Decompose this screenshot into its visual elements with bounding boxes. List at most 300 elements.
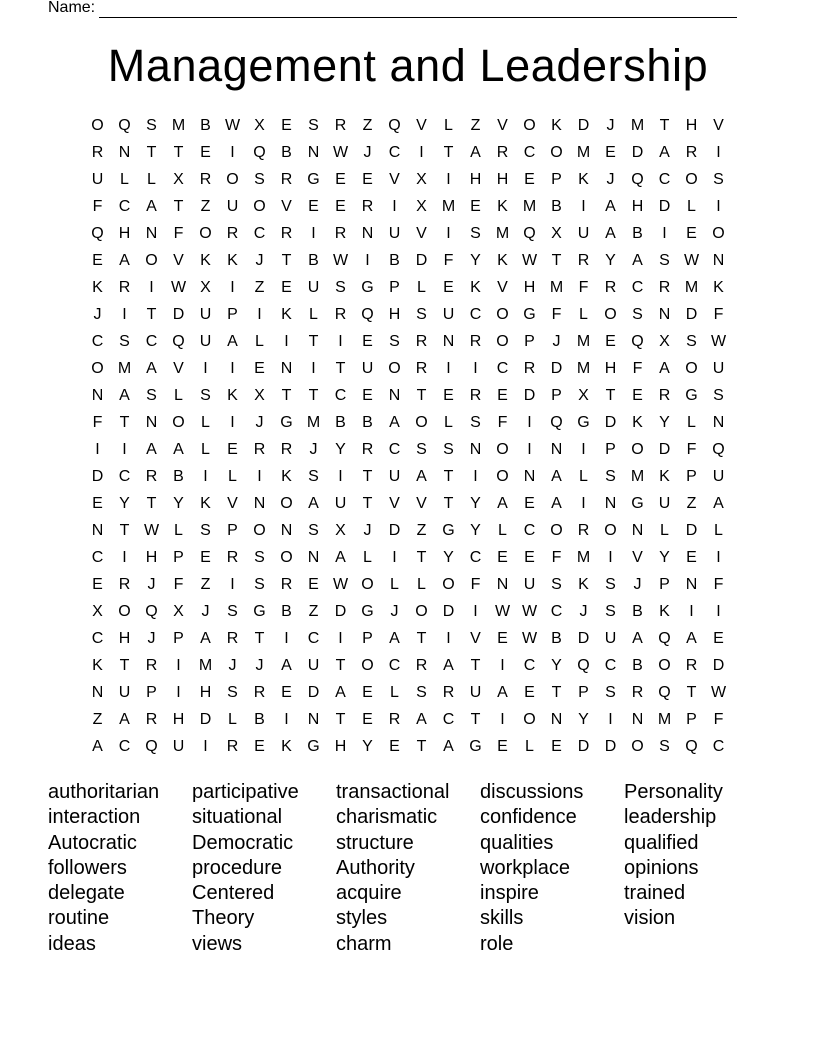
grid-letter: S — [659, 252, 670, 269]
grid-letter: N — [550, 441, 563, 458]
grid-letter: U — [658, 495, 671, 512]
grid-letter: L — [255, 333, 264, 350]
grid-letter: S — [254, 171, 265, 188]
grid-letter: S — [659, 738, 670, 755]
grid-letter: F — [92, 414, 103, 431]
grid-row — [84, 166, 732, 193]
grid-letter: S — [605, 684, 616, 701]
word-column — [624, 780, 768, 957]
grid-letter: N — [307, 144, 320, 161]
grid-letter: I — [176, 657, 181, 674]
grid-letter: S — [389, 333, 400, 350]
grid-letter: A — [659, 144, 670, 161]
grid-letter: P — [551, 387, 562, 404]
grid-letter: A — [632, 630, 643, 647]
grid-letter: R — [469, 333, 482, 350]
grid-letter: X — [578, 387, 589, 404]
grid-letter: Y — [578, 711, 589, 728]
grid-letter: X — [254, 387, 265, 404]
grid-letter: L — [174, 522, 183, 539]
grid-letter: P — [578, 684, 589, 701]
grid-letter: E — [281, 117, 292, 134]
grid-letter: A — [605, 198, 616, 215]
grid-letter: J — [93, 306, 102, 323]
grid-letter: J — [606, 117, 615, 134]
grid-letter: K — [551, 117, 562, 134]
grid-row — [84, 679, 732, 706]
grid-letter: U — [469, 684, 482, 701]
grid-letter: X — [416, 171, 427, 188]
grid-letter: D — [604, 414, 617, 431]
grid-letter: G — [469, 738, 482, 755]
grid-letter: R — [496, 144, 509, 161]
grid-letter: K — [713, 279, 724, 296]
grid-letter: W — [332, 252, 349, 269]
grid-letter: I — [446, 171, 451, 188]
grid-letter: T — [281, 252, 292, 269]
grid-letter: W — [224, 117, 241, 134]
grid-letter: E — [308, 198, 319, 215]
grid-letter: L — [228, 468, 237, 485]
word-list-item: Democratic — [192, 831, 294, 854]
grid-row — [84, 463, 732, 490]
grid-letter: R — [604, 279, 617, 296]
grid-letter: N — [550, 711, 563, 728]
word-list-item: views — [192, 932, 243, 955]
grid-letter: J — [309, 441, 318, 458]
grid-letter: D — [685, 522, 698, 539]
grid-letter: Y — [443, 549, 454, 566]
grid-letter: R — [145, 657, 158, 674]
grid-letter: U — [199, 333, 212, 350]
grid-letter: R — [226, 738, 239, 755]
grid-letter: L — [444, 414, 453, 431]
grid-letter: A — [281, 657, 292, 674]
grid-letter: G — [307, 738, 320, 755]
word-list-item: delegate — [48, 882, 125, 905]
grid-letter: O — [631, 738, 644, 755]
grid-letter: R — [388, 711, 401, 728]
grid-letter: C — [388, 657, 401, 674]
grid-letter: J — [633, 576, 642, 593]
grid-letter: S — [308, 468, 319, 485]
grid-letter: F — [713, 576, 724, 593]
grid-letter: I — [662, 225, 667, 242]
grid-letter: P — [524, 333, 535, 350]
grid-letter: C — [631, 279, 644, 296]
grid-letter: V — [173, 360, 184, 377]
word-list-item: structure — [336, 831, 414, 854]
grid-letter: K — [281, 468, 292, 485]
grid-letter: E — [686, 549, 697, 566]
grid-letter: D — [388, 522, 401, 539]
grid-row — [84, 652, 732, 679]
grid-letter: E — [335, 198, 346, 215]
grid-letter: V — [416, 495, 427, 512]
grid-letter: E — [335, 171, 346, 188]
grid-letter: Y — [362, 738, 373, 755]
grid-letter: V — [173, 252, 184, 269]
grid-letter: E — [605, 333, 616, 350]
grid-letter: I — [608, 711, 613, 728]
word-list-item: transactional — [336, 781, 450, 803]
grid-letter: I — [230, 576, 235, 593]
grid-letter: A — [605, 225, 616, 242]
grid-letter: G — [631, 495, 644, 512]
grid-letter: L — [120, 171, 129, 188]
grid-letter: I — [527, 441, 532, 458]
word-list-item: interaction — [48, 806, 141, 829]
grid-letter: L — [390, 684, 399, 701]
grid-letter: O — [496, 333, 509, 350]
grid-letter: H — [145, 549, 158, 566]
grid-letter: P — [686, 711, 697, 728]
grid-letter: E — [308, 576, 319, 593]
grid-letter: A — [389, 630, 400, 647]
grid-letter: I — [230, 279, 235, 296]
grid-letter: B — [173, 468, 184, 485]
word-list-item: procedure — [192, 856, 283, 879]
grid-letter: N — [712, 414, 725, 431]
grid-letter: T — [146, 144, 157, 161]
grid-letter: V — [389, 495, 400, 512]
grid-letter: J — [255, 252, 264, 269]
grid-letter: M — [117, 360, 132, 377]
grid-letter: M — [576, 360, 591, 377]
name-label: Name: — [48, 0, 96, 16]
grid-letter: T — [254, 630, 265, 647]
grid-letter: S — [335, 279, 346, 296]
grid-letter: I — [446, 360, 451, 377]
word-list-item: Autocratic — [48, 831, 137, 854]
word-list-item: authoritarian — [48, 781, 160, 803]
grid-letter: T — [470, 657, 481, 674]
grid-letter: K — [632, 414, 643, 431]
grid-letter: C — [523, 522, 536, 539]
grid-letter: Z — [254, 279, 265, 296]
grid-letter: Q — [91, 225, 104, 242]
grid-letter: P — [227, 306, 238, 323]
grid-row — [84, 112, 732, 139]
grid-letter: H — [631, 198, 644, 215]
grid-letter: B — [632, 657, 643, 674]
word-list-item: workplace — [480, 856, 571, 879]
grid-letter: R — [226, 630, 239, 647]
grid-letter: I — [716, 603, 721, 620]
grid-letter: R — [280, 171, 293, 188]
grid-letter: Q — [712, 441, 725, 458]
grid-letter: L — [444, 117, 453, 134]
grid-letter: C — [604, 657, 617, 674]
grid-letter: O — [604, 522, 617, 539]
grid-letter: S — [254, 549, 265, 566]
grid-letter: S — [200, 522, 211, 539]
grid-letter: N — [658, 306, 671, 323]
grid-letter: Q — [631, 171, 644, 188]
grid-letter: C — [118, 468, 131, 485]
grid-letter: T — [146, 306, 157, 323]
grid-letter: M — [198, 657, 213, 674]
word-list-item: trained — [624, 882, 686, 905]
grid-row — [84, 625, 732, 652]
grid-letter: I — [284, 630, 289, 647]
word-column — [192, 780, 336, 957]
grid-letter: M — [522, 198, 537, 215]
grid-letter: S — [713, 387, 724, 404]
grid-letter: O — [604, 306, 617, 323]
grid-letter: I — [284, 333, 289, 350]
grid-letter: T — [443, 468, 454, 485]
grid-letter: I — [122, 549, 127, 566]
grid-letter: U — [307, 279, 320, 296]
grid-letter: R — [226, 225, 239, 242]
grid-letter: I — [419, 144, 424, 161]
grid-letter: Q — [172, 333, 185, 350]
grid-letter: G — [253, 603, 266, 620]
grid-letter: F — [470, 576, 481, 593]
grid-letter: I — [176, 684, 181, 701]
grid-letter: S — [254, 576, 265, 593]
grid-letter: S — [605, 576, 616, 593]
grid-letter: C — [388, 441, 401, 458]
grid-letter: H — [334, 738, 347, 755]
grid-letter: S — [713, 171, 724, 188]
grid-letter: E — [200, 549, 211, 566]
grid-letter: R — [199, 171, 212, 188]
grid-letter: D — [658, 441, 671, 458]
grid-letter: D — [604, 738, 617, 755]
grid-letter: A — [335, 684, 346, 701]
grid-letter: W — [494, 603, 511, 620]
grid-letter: L — [660, 522, 669, 539]
grid-letter: C — [91, 333, 104, 350]
grid-letter: N — [442, 333, 455, 350]
grid-letter: A — [632, 252, 643, 269]
grid-letter: K — [470, 279, 481, 296]
grid-letter: A — [173, 441, 184, 458]
grid-letter: Q — [550, 414, 563, 431]
grid-letter: I — [149, 279, 154, 296]
word-list-item: opinions — [624, 856, 699, 879]
grid-letter: P — [686, 468, 697, 485]
word-list-item: routine — [48, 907, 110, 930]
grid-letter: K — [659, 468, 670, 485]
grid-letter: R — [685, 144, 698, 161]
grid-letter: R — [415, 360, 428, 377]
grid-letter: N — [253, 495, 266, 512]
grid-letter: W — [710, 684, 727, 701]
grid-letter: L — [417, 279, 426, 296]
grid-letter: I — [446, 225, 451, 242]
letter-grid — [84, 112, 732, 760]
grid-letter: E — [632, 387, 643, 404]
grid-letter: I — [716, 549, 721, 566]
grid-row — [84, 409, 732, 436]
grid-letter: E — [389, 738, 400, 755]
grid-letter: I — [527, 414, 532, 431]
grid-letter: T — [362, 495, 373, 512]
grid-letter: Y — [335, 441, 346, 458]
grid-letter: E — [470, 198, 481, 215]
grid-letter: E — [443, 279, 454, 296]
grid-letter: O — [658, 657, 671, 674]
grid-letter: S — [227, 603, 238, 620]
grid-letter: H — [685, 117, 698, 134]
grid-letter: K — [497, 252, 508, 269]
grid-letter: B — [551, 198, 562, 215]
grid-letter: L — [363, 549, 372, 566]
grid-letter: I — [257, 468, 262, 485]
grid-letter: C — [658, 171, 671, 188]
grid-letter: R — [334, 117, 347, 134]
grid-letter: S — [470, 225, 481, 242]
grid-letter: I — [392, 549, 397, 566]
grid-letter: O — [496, 468, 509, 485]
grid-letter: B — [335, 414, 346, 431]
grid-letter: Z — [686, 495, 697, 512]
grid-letter: A — [119, 252, 130, 269]
grid-letter: G — [307, 171, 320, 188]
grid-letter: P — [551, 171, 562, 188]
grid-letter: R — [118, 279, 131, 296]
grid-letter: P — [389, 279, 400, 296]
grid-letter: S — [146, 117, 157, 134]
grid-letter: C — [145, 333, 158, 350]
grid-letter: V — [470, 630, 481, 647]
grid-letter: W — [710, 333, 727, 350]
grid-letter: E — [497, 738, 508, 755]
grid-letter: U — [199, 306, 212, 323]
grid-letter: Y — [470, 495, 481, 512]
grid-letter: R — [91, 144, 104, 161]
grid-row — [84, 355, 732, 382]
grid-letter: U — [604, 630, 617, 647]
grid-letter: J — [147, 576, 156, 593]
grid-letter: E — [524, 495, 535, 512]
grid-letter: I — [203, 360, 208, 377]
grid-row — [84, 490, 732, 517]
grid-letter: Z — [200, 198, 211, 215]
grid-letter: R — [334, 306, 347, 323]
grid-letter: K — [227, 387, 238, 404]
name-field — [48, 0, 737, 18]
grid-letter: R — [253, 684, 266, 701]
grid-letter: L — [579, 468, 588, 485]
grid-letter: A — [470, 144, 481, 161]
grid-letter: G — [523, 306, 536, 323]
grid-letter: P — [173, 549, 184, 566]
grid-letter: A — [713, 495, 724, 512]
grid-letter: P — [146, 684, 157, 701]
grid-letter: C — [712, 738, 725, 755]
grid-letter: V — [416, 117, 427, 134]
grid-letter: Y — [119, 495, 130, 512]
grid-letter: N — [91, 522, 104, 539]
grid-letter: B — [632, 603, 643, 620]
grid-letter: A — [200, 630, 211, 647]
grid-letter: N — [280, 522, 293, 539]
grid-letter: G — [361, 603, 374, 620]
grid-letter: B — [254, 711, 265, 728]
grid-row — [84, 301, 732, 328]
grid-letter: R — [118, 576, 131, 593]
grid-letter: J — [201, 603, 210, 620]
grid-letter: F — [443, 252, 454, 269]
grid-letter: X — [254, 117, 265, 134]
grid-letter: A — [497, 495, 508, 512]
grid-letter: Q — [145, 738, 158, 755]
grid-letter: O — [280, 549, 293, 566]
grid-letter: A — [389, 414, 400, 431]
grid-letter: L — [525, 738, 534, 755]
grid-letter: A — [308, 495, 319, 512]
grid-letter: I — [689, 603, 694, 620]
grid-letter: A — [119, 387, 130, 404]
grid-letter: Y — [659, 549, 670, 566]
grid-letter: S — [119, 333, 130, 350]
grid-letter: W — [521, 630, 538, 647]
grid-letter: I — [473, 603, 478, 620]
grid-letter: B — [362, 414, 373, 431]
grid-letter: V — [497, 279, 508, 296]
grid-letter: Q — [388, 117, 401, 134]
grid-letter: I — [392, 198, 397, 215]
grid-letter: T — [119, 522, 130, 539]
grid-letter: D — [199, 711, 212, 728]
grid-letter: C — [469, 306, 482, 323]
grid-row — [84, 517, 732, 544]
grid-letter: I — [203, 738, 208, 755]
grid-letter: B — [308, 252, 319, 269]
grid-letter: S — [605, 468, 616, 485]
grid-letter: Z — [416, 522, 427, 539]
grid-letter: C — [550, 603, 563, 620]
grid-letter: F — [551, 549, 562, 566]
grid-letter: M — [495, 225, 510, 242]
grid-letter: G — [685, 387, 698, 404]
grid-letter: V — [497, 117, 508, 134]
grid-letter: V — [227, 495, 238, 512]
grid-letter: P — [659, 576, 670, 593]
grid-letter: U — [388, 225, 401, 242]
grid-letter: W — [683, 252, 700, 269]
word-list-item: vision — [624, 907, 676, 930]
grid-letter: K — [281, 738, 292, 755]
grid-letter: O — [199, 225, 212, 242]
grid-letter: T — [443, 495, 454, 512]
grid-letter: D — [172, 306, 185, 323]
grid-letter: H — [388, 306, 401, 323]
grid-letter: G — [280, 414, 293, 431]
grid-letter: Z — [362, 117, 373, 134]
grid-letter: R — [658, 387, 671, 404]
grid-letter: R — [145, 711, 158, 728]
grid-letter: D — [658, 198, 671, 215]
grid-letter: O — [496, 441, 509, 458]
grid-letter: S — [686, 333, 697, 350]
grid-letter: R — [577, 252, 590, 269]
grid-letter: C — [469, 549, 482, 566]
word-list-item: qualified — [624, 831, 699, 854]
grid-letter: I — [284, 711, 289, 728]
grid-letter: M — [630, 468, 645, 485]
grid-letter: R — [415, 657, 428, 674]
grid-letter: I — [500, 711, 505, 728]
grid-letter: F — [497, 414, 508, 431]
grid-letter: D — [334, 603, 347, 620]
grid-letter: O — [442, 576, 455, 593]
name-underline — [99, 3, 737, 18]
